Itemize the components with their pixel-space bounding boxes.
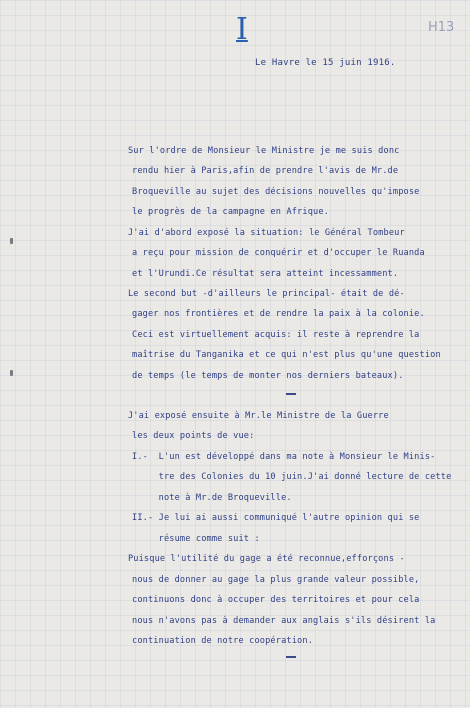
text-line: Broqueville au sujet des décisions nouvelles qu'impose <box>132 187 420 197</box>
separator-dash <box>286 656 296 658</box>
text-line: Puisque l'utilité du gage a été reconnue,efforçons - <box>96 554 405 564</box>
text-line: Sur l'ordre de Monsieur le Ministre je me suis donc <box>96 146 400 156</box>
text-line: de temps (le temps de monter nos derniers bateaux). <box>132 371 404 381</box>
text-line: tre des Colonies du 10 juin.J'ai donné lecture de cette <box>132 472 452 482</box>
text-line: le progrès de la campagne en Afrique. <box>132 207 329 217</box>
folio-number: H13 <box>428 20 455 35</box>
text-line: gager nos frontières et de rendre la paix à la colonie. <box>132 309 425 319</box>
text-line: continuation de notre coopération. <box>132 636 314 646</box>
text-line: Ceci est virtuellement acquis: il reste à reprendre la <box>132 330 420 340</box>
text-line: II.- Je lui ai aussi communiqué l'autre opinion qui se <box>132 513 420 523</box>
punch-hole-mark <box>10 238 13 244</box>
section-marker: I <box>236 12 248 47</box>
text-line: note à Mr.de Broqueville. <box>132 493 292 503</box>
text-line: et l'Urundi.Ce résultat sera atteint incessamment. <box>132 269 399 279</box>
text-line: Le second but -d'ailleurs le principal- était de dé- <box>96 289 405 299</box>
text-line: maîtrise du Tanganika et ce qui n'est plus qu'une question <box>132 350 441 360</box>
text-line: résume comme suit : <box>132 534 260 544</box>
text-line: I.- L'un est développé dans ma note à Monsieur le Minis- <box>132 452 436 462</box>
text-line: rendu hier à Paris,afin de prendre l'avis de Mr.de <box>132 166 399 176</box>
separator-dash <box>286 393 296 395</box>
text-line: les deux points de vue: <box>132 431 255 441</box>
text-line: continuons donc à occuper des territoires et pour cela <box>132 595 420 605</box>
letter-date: Le Havre le 15 juin 1916. <box>255 58 396 68</box>
text-line: nous de donner au gage la plus grande valeur possible, <box>132 575 420 585</box>
text-line: a reçu pour mission de conquérir et d'occuper le Ruanda <box>132 248 425 258</box>
text-line: nous n'avons pas à demander aux anglais s'ils désirent la <box>132 616 436 626</box>
text-line: J'ai exposé ensuite à Mr.le Ministre de la Guerre <box>96 411 389 421</box>
punch-hole-mark <box>10 370 13 376</box>
text-line: J'ai d'abord exposé la situation: le Général Tombeur <box>96 228 405 238</box>
